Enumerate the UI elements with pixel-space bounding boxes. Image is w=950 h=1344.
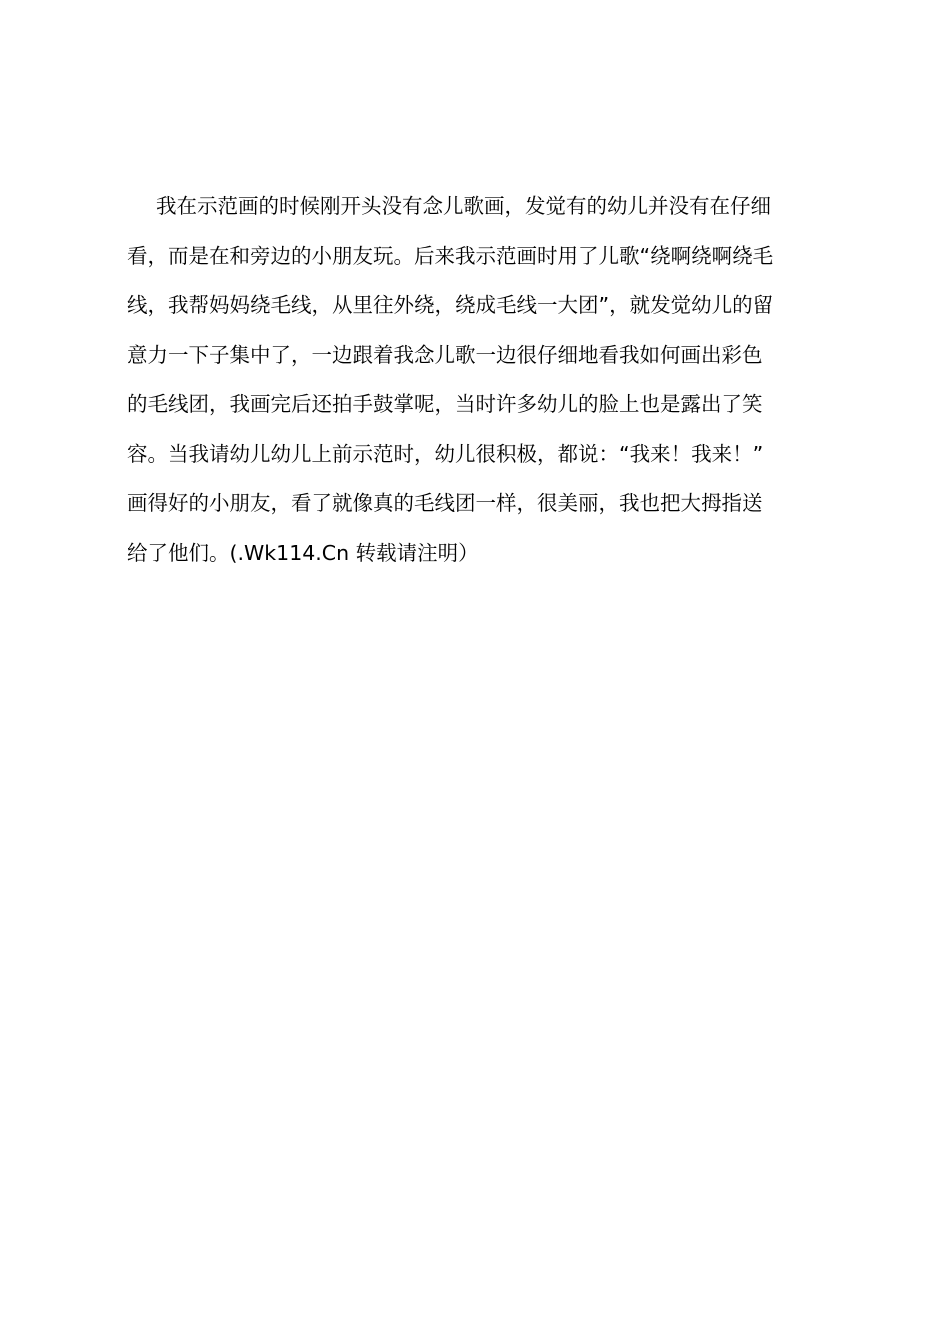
paragraph-line-5: 的毛线团，我画完后还拍手鼓掌呢，当时许多幼儿的脸上也是露出了笑	[127, 392, 763, 416]
paragraph-line-3: 线，我帮妈妈绕毛线，从里往外绕，绕成毛线一大团”，就发觉幼儿的留	[127, 293, 774, 317]
paragraph-line-4: 意力一下子集中了，一边跟着我念儿歌一边很仔细地看我如何画出彩色	[127, 342, 763, 367]
paragraph-line-1: 我在示范画的时候刚开头没有念儿歌画，发觉有的幼儿并没有在仔细	[156, 194, 771, 218]
paragraph-line-7: 画得好的小朋友，看了就像真的毛线团一样，很美丽，我也把大拇指送	[127, 491, 763, 515]
body-paragraph	[127, 182, 832, 578]
paragraph-line-2: 看，而是在和旁边的小朋友玩。后来我示范画时用了儿歌“绕啊绕啊绕毛	[127, 243, 774, 268]
paragraph-line-8: 给了他们。(.Wk114.Cn 转载请注明）	[127, 540, 479, 565]
paragraph-line-6: 容。当我请幼儿幼儿上前示范时，幼儿很积极，都说：“我来！我来！”	[127, 441, 764, 466]
